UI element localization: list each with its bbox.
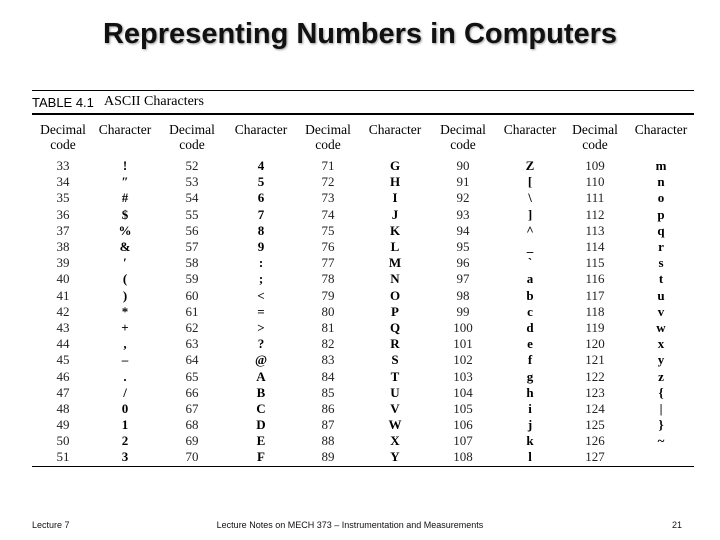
- decimal-code-cell: 52: [185, 158, 199, 174]
- decimal-code-cell: 83: [321, 352, 335, 368]
- decimal-code-cell: 78: [321, 271, 335, 287]
- header-decimal-code: [428, 115, 498, 158]
- character-cell: .: [123, 368, 127, 384]
- character-cell: }: [658, 417, 664, 433]
- decimal-code-cell: 48: [56, 400, 70, 416]
- character-cell: @: [254, 352, 268, 368]
- character-cell: ^: [526, 222, 534, 238]
- table-caption: [32, 91, 694, 113]
- character-cell: A: [256, 368, 266, 384]
- decimal-code-cell: 50: [56, 433, 70, 449]
- decimal-code-cell: 104: [453, 384, 473, 400]
- character-cell: D: [256, 417, 266, 433]
- character-cell: Y: [390, 449, 400, 465]
- decimal-code-cell: 108: [453, 449, 473, 465]
- decimal-code-cell: 79: [321, 287, 335, 303]
- table-bottom-rule: [32, 466, 694, 467]
- decimal-code-cell: 97: [456, 271, 470, 287]
- character-cell: W: [388, 417, 402, 433]
- decimal-code-cell: 112: [585, 206, 605, 222]
- character-cell: 9: [257, 239, 265, 255]
- decimal-code-cell: 102: [453, 352, 473, 368]
- character-cell: +: [121, 319, 129, 335]
- character-cell: ′: [123, 255, 127, 271]
- decimal-code-cell: 103: [453, 368, 473, 384]
- header-line: Decimal: [40, 122, 86, 137]
- decimal-code-cell: 60: [185, 287, 199, 303]
- character-cell: *: [121, 303, 129, 319]
- decimal-code-cell: 88: [321, 433, 335, 449]
- table-row: [32, 352, 694, 368]
- decimal-code-cell: 49: [56, 417, 70, 433]
- decimal-code-cell: 37: [56, 222, 70, 238]
- decimal-code-cell: 73: [321, 190, 335, 206]
- character-cell: x: [657, 336, 665, 352]
- ascii-table: [32, 115, 694, 466]
- footer-course: Lecture Notes on MECH 373 – Instrumentation and Measurements: [216, 520, 484, 530]
- character-cell: P: [391, 303, 399, 319]
- decimal-code-cell: 106: [453, 417, 473, 433]
- decimal-code-cell: 95: [456, 239, 470, 255]
- decimal-code-cell: 85: [321, 384, 335, 400]
- character-cell: q: [657, 222, 665, 238]
- decimal-code-cell: 109: [585, 158, 605, 174]
- decimal-code-cell: 114: [585, 239, 605, 255]
- decimal-code-cell: 58: [185, 255, 199, 271]
- header-line: code: [50, 137, 76, 152]
- table-row: [32, 320, 694, 336]
- decimal-code-cell: 125: [585, 417, 605, 433]
- decimal-code-cell: 46: [56, 368, 70, 384]
- table-row: [32, 239, 694, 255]
- table-row: [32, 304, 694, 320]
- table-row: [32, 207, 694, 223]
- table-row: [32, 158, 694, 174]
- character-cell: U: [390, 384, 400, 400]
- header-character: [498, 115, 562, 158]
- character-cell: ,: [123, 336, 127, 352]
- header-line: Decimal: [572, 122, 618, 137]
- decimal-code-cell: 63: [185, 336, 199, 352]
- decimal-code-cell: 82: [321, 336, 335, 352]
- header-line: Character: [98, 122, 152, 137]
- header-character: [94, 115, 156, 158]
- decimal-code-cell: 87: [321, 417, 335, 433]
- decimal-code-cell: 115: [585, 255, 605, 271]
- decimal-code-cell: 91: [456, 174, 470, 190]
- decimal-code-cell: 40: [56, 271, 70, 287]
- header-line: Decimal: [169, 122, 215, 137]
- decimal-code-cell: 64: [185, 352, 199, 368]
- table-row: [32, 174, 694, 190]
- table-row: [32, 385, 694, 401]
- decimal-code-cell: 119: [585, 319, 605, 335]
- decimal-code-cell: 70: [185, 449, 199, 465]
- character-cell: f: [527, 352, 533, 368]
- decimal-code-cell: 67: [185, 400, 199, 416]
- character-cell: 3: [121, 449, 129, 465]
- character-cell: /: [123, 384, 127, 400]
- character-cell: [: [527, 174, 533, 190]
- header-line: Decimal: [305, 122, 351, 137]
- character-cell: V: [390, 400, 400, 416]
- decimal-code-cell: 51: [56, 449, 70, 465]
- character-cell: 2: [121, 433, 129, 449]
- decimal-code-cell: 53: [185, 174, 199, 190]
- decimal-code-cell: 59: [185, 271, 199, 287]
- character-cell: p: [657, 206, 665, 222]
- character-cell: 0: [121, 400, 129, 416]
- character-cell: |: [659, 400, 663, 416]
- character-cell: k: [526, 433, 534, 449]
- character-cell: _: [526, 239, 534, 255]
- decimal-code-cell: 56: [185, 222, 199, 238]
- decimal-code-cell: 75: [321, 222, 335, 238]
- decimal-code-cell: 124: [585, 400, 605, 416]
- decimal-code-cell: 86: [321, 400, 335, 416]
- decimal-code-cell: 105: [453, 400, 473, 416]
- character-cell: S: [391, 352, 399, 368]
- header-decimal-code: [156, 115, 228, 158]
- decimal-code-cell: 123: [585, 384, 605, 400]
- character-cell: N: [390, 271, 400, 287]
- character-cell: 1: [121, 417, 129, 433]
- header-line: code: [315, 137, 341, 152]
- table-row: [32, 368, 694, 384]
- table-row: [32, 433, 694, 449]
- decimal-code-cell: 47: [56, 384, 70, 400]
- character-cell: –: [121, 352, 129, 368]
- header-decimal-code: [294, 115, 362, 158]
- decimal-code-cell: 69: [185, 433, 199, 449]
- table-row: [32, 449, 694, 465]
- table-row: [32, 223, 694, 239]
- decimal-code-cell: 66: [185, 384, 199, 400]
- decimal-code-cell: 34: [56, 174, 70, 190]
- character-cell: z: [658, 368, 664, 384]
- header-line: Decimal: [440, 122, 486, 137]
- decimal-code-cell: 35: [56, 190, 70, 206]
- table-row: [32, 417, 694, 433]
- character-cell: B: [256, 384, 266, 400]
- header-line: Character: [503, 122, 557, 137]
- decimal-code-cell: 111: [585, 190, 605, 206]
- decimal-code-cell: 81: [321, 319, 335, 335]
- table-header-row: [32, 115, 694, 158]
- decimal-code-cell: 54: [185, 190, 199, 206]
- character-cell: d: [526, 319, 534, 335]
- character-cell: Z: [525, 158, 535, 174]
- decimal-code-cell: 121: [585, 352, 605, 368]
- character-cell: 6: [257, 190, 265, 206]
- decimal-code-cell: 65: [185, 368, 199, 384]
- character-cell: ]: [527, 206, 533, 222]
- character-cell: ;: [258, 271, 264, 287]
- character-cell: o: [657, 190, 665, 206]
- character-cell: T: [390, 368, 400, 384]
- header-character: [362, 115, 428, 158]
- header-character: [628, 115, 694, 158]
- decimal-code-cell: 127: [585, 449, 605, 465]
- character-cell: ″: [121, 174, 129, 190]
- character-cell: w: [656, 319, 666, 335]
- character-cell: =: [257, 303, 265, 319]
- character-cell: R: [390, 336, 400, 352]
- character-cell: >: [257, 319, 265, 335]
- header-line: Character: [234, 122, 288, 137]
- character-cell: 7: [257, 206, 265, 222]
- decimal-code-cell: 126: [585, 433, 605, 449]
- decimal-code-cell: 100: [453, 319, 473, 335]
- table-row: [32, 190, 694, 206]
- decimal-code-cell: 72: [321, 174, 335, 190]
- character-cell: L: [390, 239, 400, 255]
- character-cell: a: [526, 271, 534, 287]
- character-cell: %: [118, 222, 132, 238]
- decimal-code-cell: 77: [321, 255, 335, 271]
- character-cell: j: [527, 417, 533, 433]
- character-cell: !: [122, 158, 128, 174]
- character-cell: &: [119, 239, 131, 255]
- decimal-code-cell: 80: [321, 303, 335, 319]
- decimal-code-cell: 93: [456, 206, 470, 222]
- decimal-code-cell: 118: [585, 303, 605, 319]
- table-row: [32, 288, 694, 304]
- header-line: code: [179, 137, 205, 152]
- header-line: code: [582, 137, 608, 152]
- decimal-code-cell: 38: [56, 239, 70, 255]
- header-line: code: [450, 137, 476, 152]
- character-cell: b: [526, 287, 534, 303]
- header-character: [228, 115, 294, 158]
- decimal-code-cell: 101: [453, 336, 473, 352]
- character-cell: t: [658, 271, 664, 287]
- decimal-code-cell: 41: [56, 287, 70, 303]
- decimal-code-cell: 42: [56, 303, 70, 319]
- table-body: [32, 158, 694, 466]
- table-title: ASCII Characters: [104, 94, 204, 109]
- decimal-code-cell: 71: [321, 158, 335, 174]
- decimal-code-cell: 89: [321, 449, 335, 465]
- decimal-code-cell: 61: [185, 303, 199, 319]
- character-cell: K: [389, 222, 401, 238]
- decimal-code-cell: 33: [56, 158, 70, 174]
- character-cell: 8: [257, 222, 265, 238]
- character-cell: (: [122, 271, 128, 287]
- decimal-code-cell: 107: [453, 433, 473, 449]
- character-cell: e: [527, 336, 533, 352]
- decimal-code-cell: 113: [585, 222, 605, 238]
- character-cell: s: [658, 255, 664, 271]
- character-cell: h: [526, 384, 534, 400]
- character-cell: E: [256, 433, 266, 449]
- decimal-code-cell: 44: [56, 336, 70, 352]
- character-cell: <: [257, 287, 265, 303]
- decimal-code-cell: 84: [321, 368, 335, 384]
- decimal-code-cell: 94: [456, 222, 470, 238]
- character-cell: #: [121, 190, 129, 206]
- character-cell: [628, 449, 694, 465]
- header-decimal-code: [32, 115, 94, 158]
- decimal-code-cell: 122: [585, 368, 605, 384]
- character-cell: m: [655, 158, 667, 174]
- character-cell: :: [258, 255, 264, 271]
- character-cell: I: [392, 190, 398, 206]
- decimal-code-cell: 90: [456, 158, 470, 174]
- character-cell: i: [528, 400, 532, 416]
- character-cell: $: [121, 206, 129, 222]
- character-cell: \: [528, 190, 532, 206]
- character-cell: l: [528, 449, 532, 465]
- character-cell: ~: [657, 433, 665, 449]
- character-cell: v: [657, 303, 665, 319]
- table-row: [32, 271, 694, 287]
- header-line: Character: [634, 122, 688, 137]
- character-cell: Q: [389, 319, 401, 335]
- decimal-code-cell: 110: [585, 174, 605, 190]
- character-cell: J: [391, 206, 399, 222]
- decimal-code-cell: 116: [585, 271, 605, 287]
- character-cell: C: [256, 400, 266, 416]
- character-cell: M: [388, 255, 402, 271]
- character-cell: 5: [257, 174, 265, 190]
- decimal-code-cell: 45: [56, 352, 70, 368]
- table-row: [32, 401, 694, 417]
- footer-lecture: Lecture 7: [32, 520, 70, 530]
- footer-page-number: 21: [672, 520, 683, 530]
- decimal-code-cell: 117: [585, 287, 605, 303]
- character-cell: `: [527, 255, 533, 271]
- decimal-code-cell: 98: [456, 287, 470, 303]
- decimal-code-cell: 55: [185, 206, 199, 222]
- character-cell: H: [389, 174, 401, 190]
- decimal-code-cell: 99: [456, 303, 470, 319]
- character-cell: {: [658, 384, 664, 400]
- character-cell: X: [390, 433, 400, 449]
- table-row: [32, 336, 694, 352]
- character-cell: G: [389, 158, 401, 174]
- character-cell: F: [257, 449, 265, 465]
- character-cell: n: [657, 174, 665, 190]
- decimal-code-cell: 43: [56, 319, 70, 335]
- decimal-code-cell: 36: [56, 206, 70, 222]
- character-cell: ?: [257, 336, 265, 352]
- decimal-code-cell: 92: [456, 190, 470, 206]
- decimal-code-cell: 96: [456, 255, 470, 271]
- header-decimal-code: [562, 115, 628, 158]
- decimal-code-cell: 74: [321, 206, 335, 222]
- slide-title: Representing Numbers in Computers: [102, 18, 618, 50]
- decimal-code-cell: 68: [185, 417, 199, 433]
- decimal-code-cell: 39: [56, 255, 70, 271]
- table-row: [32, 255, 694, 271]
- character-cell: O: [389, 287, 401, 303]
- character-cell: y: [657, 352, 665, 368]
- decimal-code-cell: 120: [585, 336, 605, 352]
- character-cell: u: [657, 287, 665, 303]
- character-cell: 4: [257, 158, 265, 174]
- decimal-code-cell: 62: [185, 319, 199, 335]
- character-cell: ): [122, 287, 128, 303]
- decimal-code-cell: 57: [185, 239, 199, 255]
- ascii-table-figure: [32, 90, 694, 467]
- character-cell: g: [526, 368, 534, 384]
- table-label: TABLE 4.1: [32, 95, 94, 110]
- header-line: Character: [368, 122, 422, 137]
- character-cell: c: [527, 303, 533, 319]
- character-cell: r: [658, 239, 664, 255]
- decimal-code-cell: 76: [321, 239, 335, 255]
